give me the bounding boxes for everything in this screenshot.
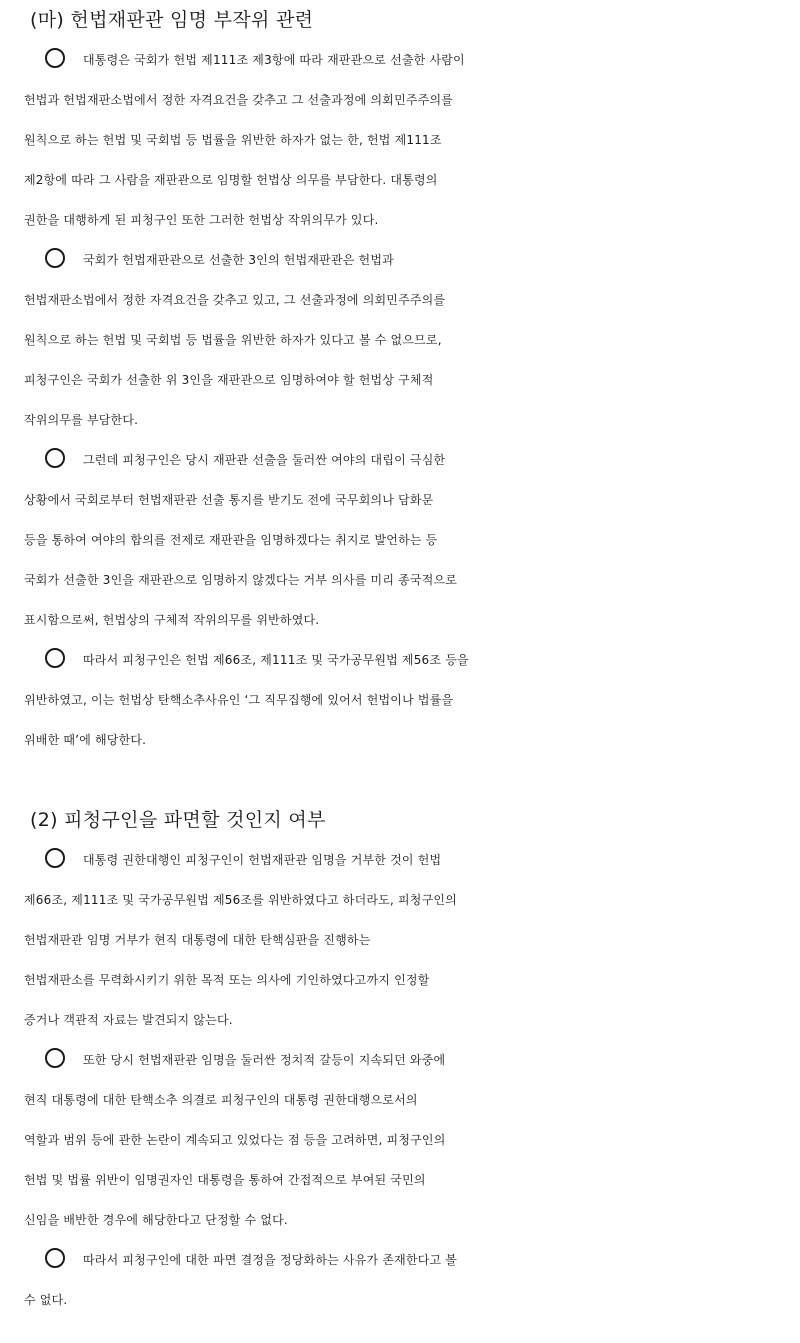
section-2 [0, 800, 800, 1320]
paragraph [0, 240, 800, 440]
paragraph-line: 수 없다. [24, 1293, 68, 1307]
paragraph-line [0, 240, 800, 280]
section-heading: (2) 피청구인을 파면할 것인지 여부 [30, 809, 326, 831]
line-text: 대통령 권한대행인 피청구인이 헌법재판관 임명을 거부한 것이 헌법 [83, 853, 442, 867]
paragraph-line: 현직 대통령에 대한 탄핵소추 의결로 피청구인의 대통령 권한대행으로서의 [24, 1093, 418, 1107]
circle-bullet-icon [45, 48, 65, 68]
paragraph-line: 헌법재판관 임명 거부가 현직 대통령에 대한 탄핵심판을 진행하는 [24, 933, 371, 947]
paragraph-line: 헌법재판소를 무력화시키기 위한 목적 또는 의사에 기인하였다고까지 인정할 [24, 973, 430, 987]
paragraph [0, 840, 800, 1040]
line-text: 국회가 헌법재판관으로 선출한 3인의 헌법재판관은 헌법과 [83, 253, 394, 267]
paragraph-line: 제2항에 따라 그 사람을 재판관으로 임명할 헌법상 의무를 부담한다. 대통령의 [24, 173, 438, 187]
paragraph-line [0, 1240, 800, 1280]
line-text: 따라서 피청구인에 대한 파면 결정을 정당화하는 사유가 존재한다고 볼 [83, 1253, 458, 1267]
circle-bullet-icon [45, 248, 65, 268]
section-spacer [0, 760, 800, 800]
paragraph-line [0, 40, 800, 80]
paragraph-line: 국회가 선출한 3인을 재판관으로 임명하지 않겠다는 거부 의사를 미리 종국적으로 [24, 573, 458, 587]
line-text: 대통령은 국회가 헌법 제111조 제3항에 따라 재판관으로 선출한 사람이 [83, 53, 465, 67]
circle-bullet-icon [45, 1048, 65, 1068]
paragraph-line: 헌법과 헌법재판소법에서 정한 자격요건을 갖추고 그 선출과정에 의회민주주의를 [24, 93, 454, 107]
circle-bullet-icon [45, 1248, 65, 1268]
section-heading: (마) 헌법재판관 임명 부작위 관련 [30, 9, 314, 31]
paragraph [0, 40, 800, 240]
paragraph-line: 위배한 때’에 해당한다. [24, 733, 147, 747]
line-text: 또한 당시 헌법재판관 임명을 둘러싼 정치적 갈등이 지속되던 와중에 [83, 1053, 446, 1067]
paragraph-line: 피청구인은 국회가 선출한 위 3인을 재판관으로 임명하여야 할 헌법상 구체적 [24, 373, 434, 387]
paragraph-line: 신임을 배반한 경우에 해당한다고 단정할 수 없다. [24, 1213, 288, 1227]
paragraph-line [0, 840, 800, 880]
paragraph [0, 640, 800, 760]
paragraph-line: 상황에서 국회로부터 헌법재판관 선출 통지를 받기도 전에 국무회의나 담화문 [24, 493, 434, 507]
paragraph-line: 등을 통하여 여야의 합의를 전제로 재판관을 임명하겠다는 취지로 발언하는 등 [24, 533, 438, 547]
line-text: 그런데 피청구인은 당시 재판관 선출을 둘러싼 여야의 대립이 극심한 [83, 453, 446, 467]
paragraph-line: 헌법 및 법률 위반이 임명권자인 대통령을 통하여 간접적으로 부여된 국민의 [24, 1173, 426, 1187]
paragraph [0, 1240, 800, 1320]
circle-bullet-icon [45, 848, 65, 868]
paragraph-line: 위반하였고, 이는 헌법상 탄핵소추사유인 ‘그 직무집행에 있어서 헌법이나 법률을 [24, 693, 454, 707]
line-text: 따라서 피청구인은 헌법 제66조, 제111조 및 국가공무원법 제56조 등을 [83, 653, 469, 667]
paragraph-line: 역할과 범위 등에 관한 논란이 계속되고 있었다는 점 등을 고려하면, 피청구인의 [24, 1133, 446, 1147]
circle-bullet-icon [45, 648, 65, 668]
paragraph-line: 표시함으로써, 헌법상의 구체적 작위의무를 위반하였다. [24, 613, 320, 627]
paragraph-line: 제66조, 제111조 및 국가공무원법 제56조를 위반하였다고 하더라도, 피청구인의 [24, 893, 457, 907]
paragraph-line: 헌법재판소법에서 정한 자격요건을 갖추고 있고, 그 선출과정에 의회민주주의를 [24, 293, 446, 307]
paragraph-line: 작위의무를 부담한다. [24, 413, 139, 427]
paragraph [0, 1040, 800, 1240]
paragraph-line [0, 640, 800, 680]
paragraph-line [0, 440, 800, 480]
paragraph-line [0, 1040, 800, 1080]
paragraph-line: 증거나 객관적 자료는 발견되지 않는다. [24, 1013, 233, 1027]
paragraph-line: 권한을 대행하게 된 피청구인 또한 그러한 헌법상 작위의무가 있다. [24, 213, 379, 227]
paragraph [0, 440, 800, 640]
paragraph-line: 원칙으로 하는 헌법 및 국회법 등 법률을 위반한 하자가 있다고 볼 수 없으므로, [24, 333, 442, 347]
paragraph-line: 원칙으로 하는 헌법 및 국회법 등 법률을 위반한 하자가 없는 한, 헌법 제111조 [24, 133, 442, 147]
circle-bullet-icon [45, 448, 65, 468]
